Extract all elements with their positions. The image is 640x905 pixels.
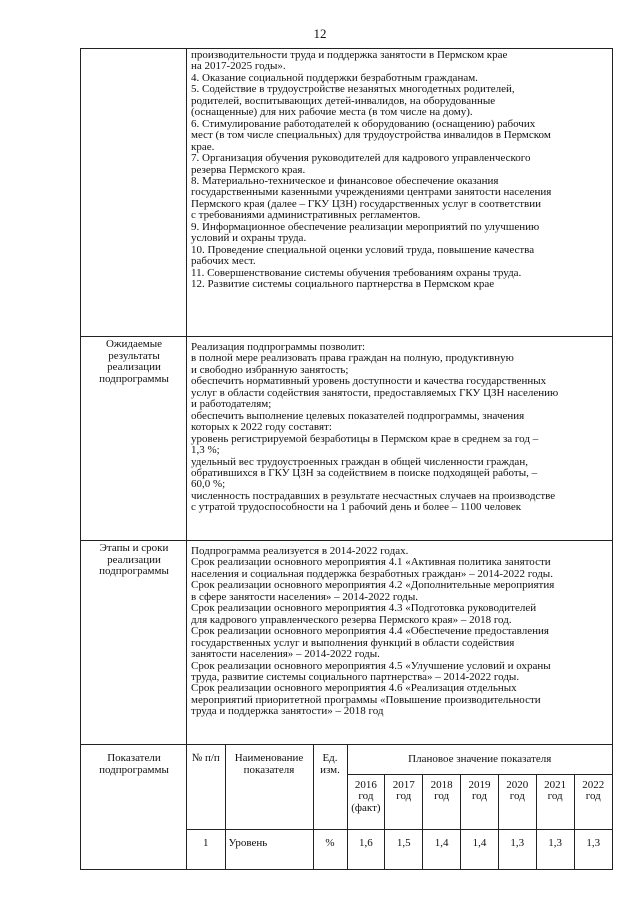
text-line: 4. Оказание социальной поддержки безработным гражданам.	[191, 71, 478, 84]
page-number: 12	[313, 26, 327, 41]
text-line: резерва Пермского края.	[191, 163, 306, 176]
section-label: Показатели подпрограммы	[81, 745, 187, 870]
row-value: 1,3	[498, 829, 536, 869]
table-row	[187, 829, 612, 869]
text-line: с требованиями административных регламентов.	[191, 209, 421, 222]
row-value: 1,4	[461, 829, 499, 869]
table-row	[81, 541, 613, 745]
col-header-plan: Плановое значение показателя	[347, 745, 612, 774]
row-num: 1	[187, 829, 225, 869]
indicators-header-row	[187, 745, 612, 774]
text-line: условий и охраны труда.	[191, 232, 307, 245]
year-header: 2020 год	[498, 774, 536, 829]
text-line: Пермского края (далее – ГКУ ЦЗН) государственных услуг в соответствии	[191, 197, 542, 210]
text-line: 9. Информационное обеспечение реализации мероприятий по улучшению	[191, 220, 540, 233]
text-line: (оснащенные) для них рабочие места (в том числе на дому).	[191, 106, 473, 119]
year-header: 2021 год	[536, 774, 574, 829]
text-line: родителей, воспитывающих детей-инвалидов, на оборудованные	[191, 94, 496, 107]
table-row	[81, 745, 613, 870]
text-line: обеспечить нормативный уровень доступности и качества государственных	[191, 375, 547, 388]
text-line: Срок реализации основного мероприятия 4.6 «Реализация отдельных	[191, 682, 517, 695]
row-value: 1,5	[385, 829, 423, 869]
table-row	[81, 337, 613, 541]
section-content	[187, 49, 613, 337]
text-line: удельный вес трудоустроенных граждан в общей численности граждан,	[191, 455, 528, 468]
year-header: 2016 год (факт)	[347, 774, 385, 829]
text-line: численность пострадавших в результате несчастных случаев на производстве	[191, 489, 556, 502]
text-line: и работодателям;	[191, 398, 272, 411]
text-line: населения и социальная поддержка безработных граждан» – 2014-2022 годы.	[191, 567, 553, 580]
section-label: Этапы и сроки реализации подпрограммы	[81, 541, 187, 745]
text-line: для кадрового управленческого резерва Пермского края» – 2018 год.	[191, 613, 512, 626]
indicators-cell	[187, 745, 613, 870]
text-line: занятости населения» – 2014-2022 годы.	[191, 648, 380, 661]
text-line: 1,3 %;	[191, 444, 220, 457]
section-label	[81, 49, 187, 337]
text-line: на 2017-2025 годы».	[191, 60, 286, 73]
text-line: и свободно избранную занятость;	[191, 363, 349, 376]
text-line: 60,0 %;	[191, 478, 226, 491]
expected-results-list	[191, 342, 608, 514]
tasks-list	[191, 50, 608, 291]
text-line: государственными казенными учреждениями центрами занятости населения	[191, 186, 552, 199]
text-line: 8. Материально-техническое и финансовое обеспечение оказания	[191, 174, 499, 187]
text-line: Подпрограмма реализуется в 2014-2022 годах.	[191, 545, 409, 557]
text-line: Срок реализации основного мероприятия 4.3 «Подготовка руководителей	[191, 602, 537, 615]
text-line: мероприятий приоритетной программы «Повышение производительности	[191, 693, 541, 706]
col-header-unit: Ед. изм.	[313, 745, 347, 829]
section-content	[187, 541, 613, 745]
text-line: крае.	[191, 140, 215, 153]
text-line: производительности труда и поддержка занятости в Пермском крае	[191, 49, 508, 61]
text-line: государственных услуг и выполнения функций в области содействия	[191, 636, 515, 649]
year-header: 2019 год	[461, 774, 499, 829]
row-value: 1,3	[574, 829, 612, 869]
row-name: Уровень	[225, 829, 313, 869]
stages-list	[191, 546, 608, 718]
text-line: услуг в области содействия занятости, предоставляемых ГКУ ЦЗН населению	[191, 386, 559, 399]
text-line: труда и поддержка занятости» – 2018 год	[191, 705, 384, 718]
year-header: 2022 год	[574, 774, 612, 829]
year-header: 2017 год	[385, 774, 423, 829]
row-value: 1,4	[423, 829, 461, 869]
text-line: Реализация подпрограммы позволит:	[191, 341, 366, 353]
text-line: мест (в том числе специальных) для трудоустройства инвалидов в Пермском	[191, 129, 551, 142]
row-unit: %	[313, 829, 347, 869]
text-line: 12. Развитие системы социального партнерства в Пермском крае	[191, 278, 495, 291]
section-content	[187, 337, 613, 541]
text-line: обратившихся в ГКУ ЦЗН за содействием в поиске подходящей работы, –	[191, 466, 538, 479]
indicators-table	[187, 745, 612, 869]
text-line: которых к 2022 году составят:	[191, 421, 332, 434]
year-header: 2018 год	[423, 774, 461, 829]
section-label: Ожидаемые результаты реализации подпрограммы	[81, 337, 187, 541]
text-line: 6. Стимулирование работодателей к оборудованию (оснащению) рабочих	[191, 117, 536, 130]
text-line: труда, развитие системы социального партнерства» – 2014-2022 годы.	[191, 670, 520, 683]
text-line: 11. Совершенствование системы обучения требованиям охраны труда.	[191, 266, 522, 279]
text-line: уровень регистрируемой безработицы в Пермском крае в среднем за год –	[191, 432, 539, 445]
text-line: в сфере занятости населения» – 2014-2022 годы.	[191, 590, 418, 603]
text-line: Срок реализации основного мероприятия 4.1 «Активная политика занятости	[191, 556, 551, 569]
text-line: обеспечить выполнение целевых показателей подпрограммы, значения	[191, 409, 525, 422]
table-row	[81, 49, 613, 337]
text-line: Срок реализации основного мероприятия 4.4 «Обеспечение предоставления	[191, 625, 549, 638]
text-line: рабочих мест.	[191, 255, 256, 268]
text-line: Срок реализации основного мероприятия 4.5 «Улучшение условий и охраны	[191, 659, 551, 672]
text-line: с утратой трудоспособности на 1 рабочий день и более – 1100 человек	[191, 501, 522, 514]
text-line: 5. Содействие в трудоустройстве незанятых многодетных родителей,	[191, 83, 515, 96]
col-header-name: Наименование показателя	[225, 745, 313, 829]
passport-table	[80, 48, 613, 870]
row-value: 1,3	[536, 829, 574, 869]
col-header-num: № п/п	[187, 745, 225, 829]
text-line: Срок реализации основного мероприятия 4.2 «Дополнительные мероприятия	[191, 579, 555, 592]
row-value: 1,6	[347, 829, 385, 869]
text-line: 7. Организация обучения руководителей для кадрового управленческого	[191, 152, 531, 165]
text-line: в полной мере реализовать права граждан на полную, продуктивную	[191, 352, 514, 365]
text-line: 10. Проведение специальной оценки условий труда, повышение качества	[191, 243, 535, 256]
